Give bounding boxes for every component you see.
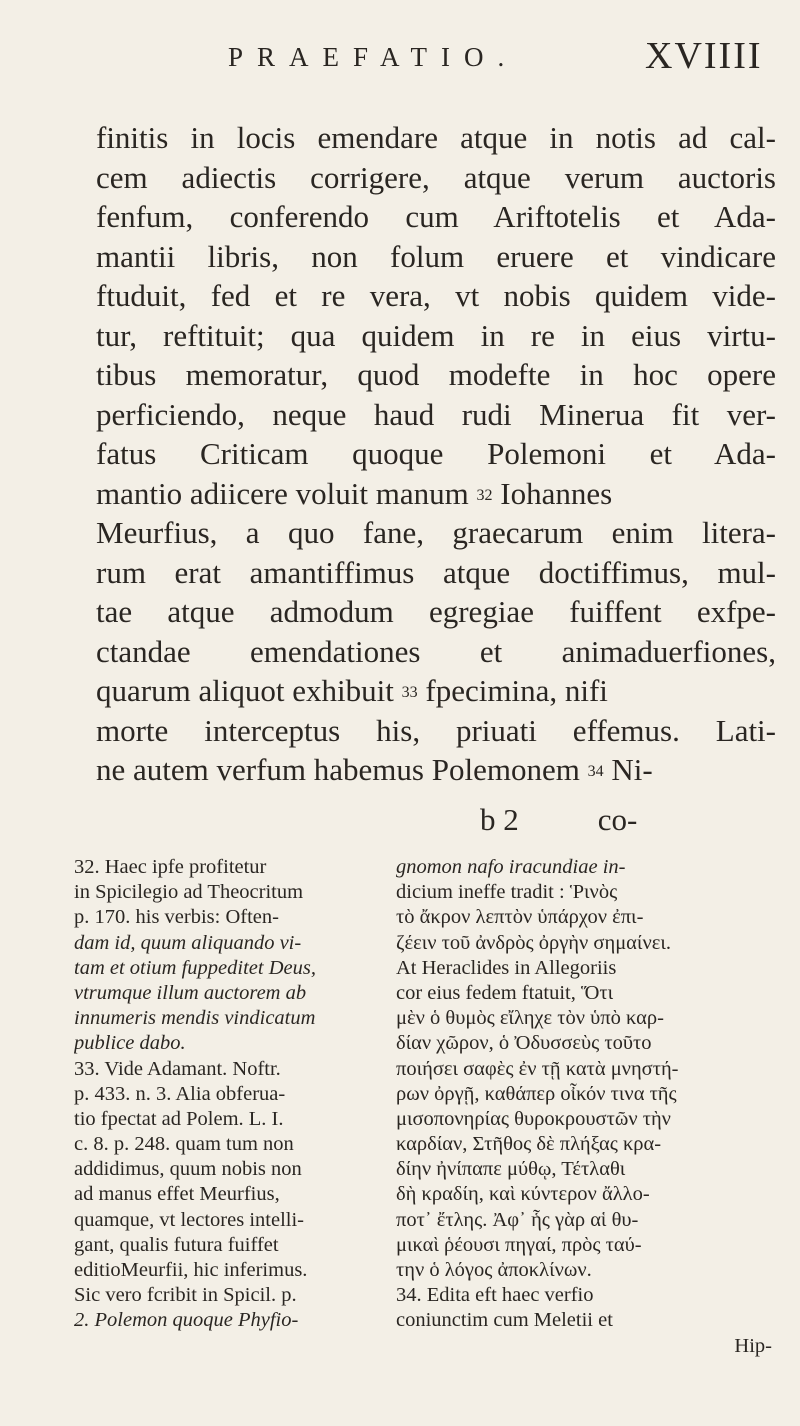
note-line: vtrumque illum auctorem ab [74, 981, 307, 1004]
note-line: innumeris mendis vindicatum [74, 1007, 316, 1030]
note-line: ποιήσει σαφὲς ἐν τῇ κατὰ μνηστή- [396, 1057, 679, 1080]
note-line: την ὁ λόγος ἀποκλίνων. [396, 1259, 592, 1281]
text-segment: ne autem verfum habemus Polemonem [96, 752, 580, 787]
text-segment: fpecimina, nifi [425, 673, 608, 708]
note-line: 33. Vide Adamant. Noftr. [74, 1057, 281, 1080]
note-line: in Spicilegio ad Theocritum [74, 881, 304, 904]
footnote-ref: 32 [476, 486, 493, 504]
text-line: fatus Criticam quoque Polemoni et Ada- [96, 436, 776, 471]
text-line: ctandae emendationes et animaduerfiones, [96, 633, 776, 669]
text-line: perficiendo, neque haud rudi Minerua fit ver- [96, 396, 776, 432]
note-line: δὴ κραδίη, καὶ κύντερον ἄλλο- [396, 1183, 650, 1206]
note-line: 32. Haec ipfe profitetur [74, 856, 267, 878]
page-header [0, 35, 800, 90]
note-line: gnomon nafo iracundiae in- [396, 856, 626, 878]
note-line: gant, qualis futura fuiffet [74, 1233, 279, 1256]
note-line: τὸ ἄκρον λεπτὸν ὑπάρχον ἐπι- [396, 906, 644, 929]
catchword-right: Hip- [734, 1334, 772, 1357]
note-line: μικαὶ ῥέουσι πηγαί, πρὸς ταύ- [396, 1233, 642, 1256]
text-segment: quarum aliquot exhibuit [96, 673, 394, 708]
text-line: ftuduit, fed et re vera, vt nobis quidem vide- [96, 278, 776, 313]
signature-mark: b 2 [480, 802, 519, 837]
running-title: PRAEFATIO. [228, 42, 519, 72]
note-line: p. 170. his verbis: Often- [74, 906, 279, 929]
note-line: ποτ᾽ ἔτλης. Ἀφ᾽ ἧς γὰρ αἱ θυ- [396, 1208, 639, 1231]
note-line: editioMeurfii, hic inferimus. [74, 1259, 308, 1281]
text-line [96, 671, 776, 711]
note-line: dicium ineffe tradit : Ῥινὸς [396, 881, 618, 904]
note-line: coniunctim cum Meletii et [396, 1309, 613, 1332]
note-line: dam id, quum aliquando vi- [74, 931, 302, 954]
text-segment: Ni- [611, 752, 653, 787]
note-line: tam et otium fuppeditet Deus, [74, 956, 316, 979]
text-line: fenfum, conferendo cum Ariftotelis et Ada- [96, 199, 776, 234]
text-line: morte interceptus his, priuati effemus. Lati- [96, 712, 776, 748]
note-line: 34. Edita eft haec verfio [396, 1284, 594, 1307]
text-line [96, 474, 776, 514]
text-line: mantii libris, non folum eruere et vindicare [96, 238, 776, 274]
note-line: 2. Polemon quoque Phyfio- [74, 1309, 299, 1332]
footnotes-right-column [396, 855, 776, 1359]
page-number: XVIIII [645, 35, 763, 77]
note-line: p. 433. n. 3. Alia obferua- [74, 1082, 286, 1105]
note-line: μὲν ὁ θυμὸς εἴληχε τὸν ὑπὸ καρ- [396, 1007, 664, 1030]
catchword: co- [597, 802, 638, 837]
main-text [96, 118, 776, 790]
text-segment: mantio adiicere voluit manum [96, 475, 469, 511]
footnotes-left-column [74, 855, 378, 1334]
note-line: publice dabo. [74, 1032, 186, 1055]
note-line: δίην ἠνίπαπε μύθῳ, Τέτλαθι [396, 1158, 626, 1181]
text-line: finitis in locis emendare atque in notis ad cal- [96, 120, 776, 155]
text-line: Meurfius, a quo fane, graecarum enim litera- [96, 515, 776, 550]
note-line: μισοπονηρίας θυροκρουστῶν τὴν [396, 1107, 671, 1130]
note-line: δίαν χῶρον, ὁ Ὀδυσσεὺς τοῦτο [396, 1032, 652, 1055]
text-line [96, 750, 776, 790]
note-line: At Heraclides in Allegoriis [396, 956, 617, 979]
text-line: tibus memoratur, quod modefte in hoc opere [96, 357, 776, 392]
text-line: rum erat amantiffimus atque doctiffimus, mul- [96, 554, 776, 590]
note-line: ad manus effet Meurfius, [74, 1183, 280, 1206]
footnote-ref: 33 [401, 684, 418, 701]
note-line: tio fpectat ad Polem. L. I. [74, 1107, 284, 1130]
text-line: tur, reftituit; qua quidem in re in eius virtu- [96, 317, 776, 353]
note-line: καρδίαν, Στῆθος δὲ πλήξας κρα- [396, 1133, 662, 1156]
note-line: ρων ὀργῇ, καθάπερ οἶκόν τινα τῆς [396, 1082, 677, 1105]
note-line: quamque, vt lectores intelli- [74, 1208, 304, 1231]
note-line: Sic vero fcribit in Spicil. p. [74, 1284, 297, 1307]
text-line: cem adiectis corrigere, atque verum auctoris [96, 159, 776, 195]
note-line: addidimus, quum nobis non [74, 1158, 302, 1181]
text-line: tae atque admodum egregiae fuiffent exfpe- [96, 594, 776, 629]
footnote-ref: 34 [587, 763, 604, 780]
note-line: ζέειν τοῦ ἀνδρὸς ὀργὴν σημαίνει. [396, 931, 671, 954]
signature-line [480, 802, 637, 838]
note-line: cor eius fedem ftatuit, Ὅτι [396, 981, 614, 1004]
text-segment: Iohannes [500, 475, 613, 511]
note-line: c. 8. p. 248. quam tum non [74, 1133, 294, 1156]
